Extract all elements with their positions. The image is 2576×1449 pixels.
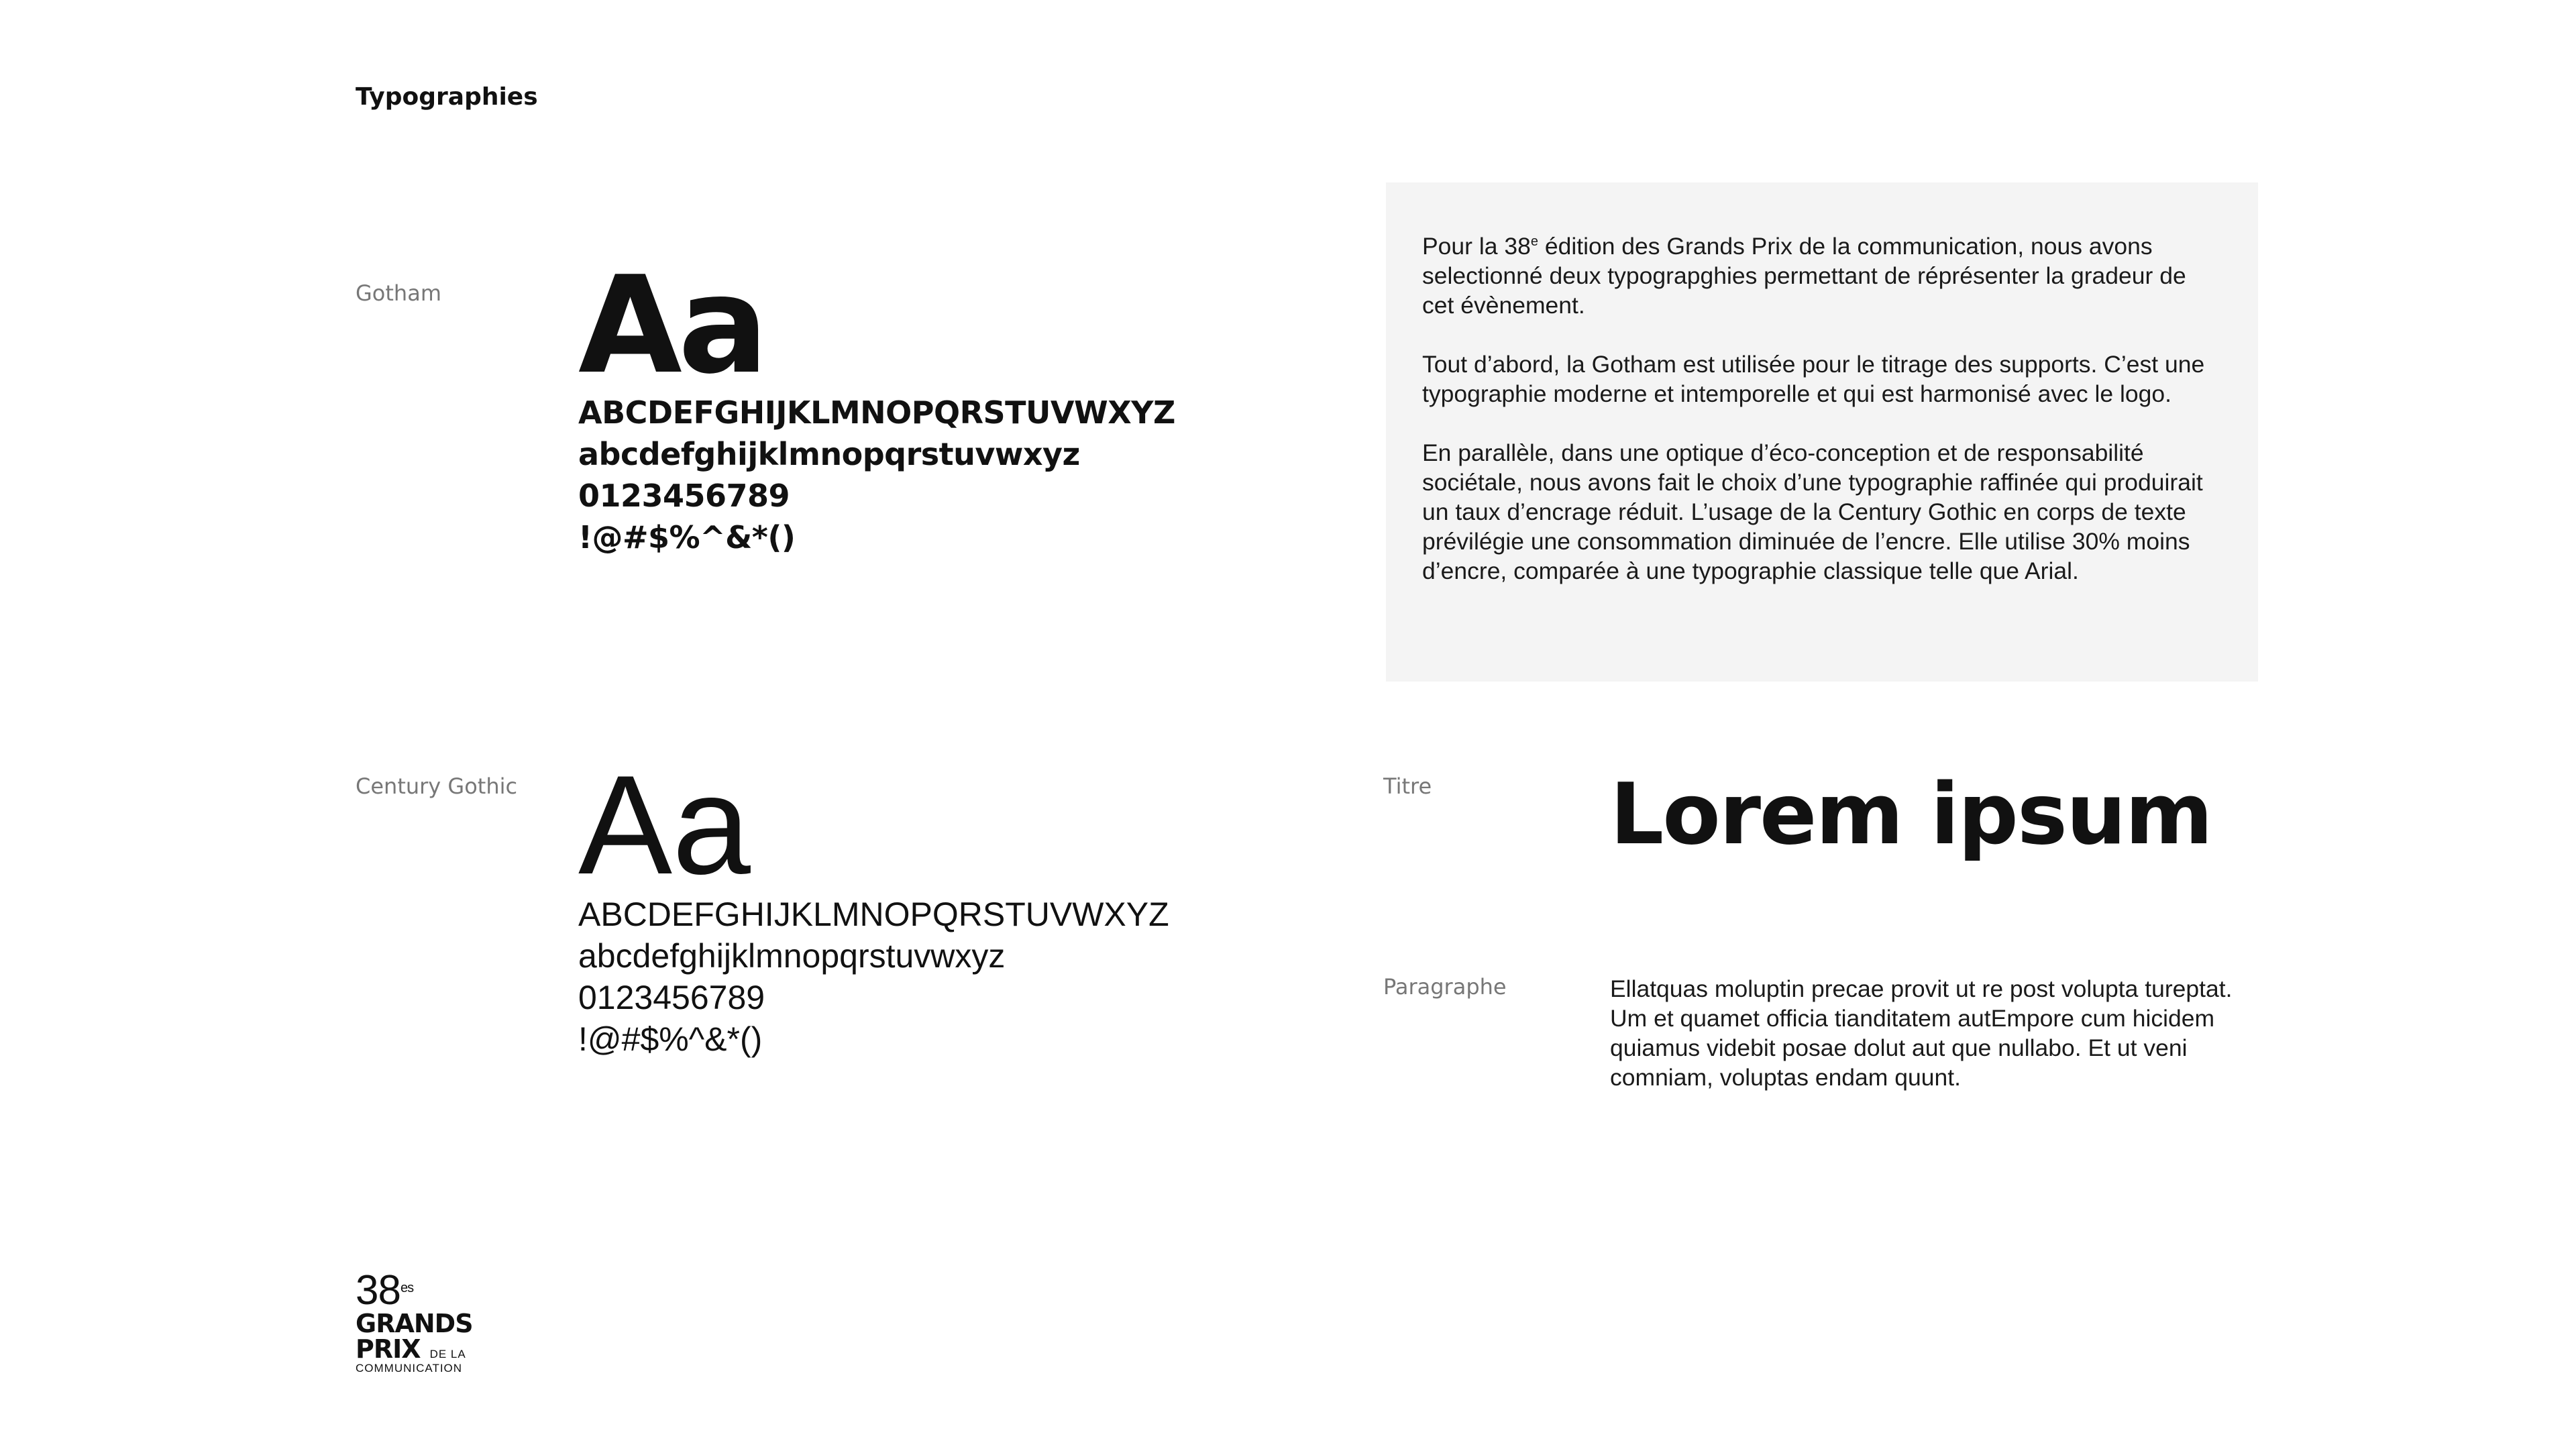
section-title: Typographies (356, 83, 538, 111)
logo-number: 38 (356, 1267, 400, 1313)
title-example-label: Titre (1383, 773, 1432, 799)
gotham-specimen (578, 248, 1175, 558)
logo-communication: COMMUNICATION (356, 1362, 463, 1375)
century-gothic-uppercase: ABCDEFGHIJKLMNOPQRSTUVWXYZ (578, 896, 1169, 933)
logo-edition-number (356, 1267, 473, 1313)
century-gothic-lowercase: abcdefghijklmnopqrstuvwxyz (578, 937, 1006, 975)
logo-grands: GRANDS (356, 1309, 473, 1338)
gotham-symbols: !@#$%^&*() (578, 519, 796, 555)
century-gothic-sample-aa: Aa (578, 746, 751, 904)
gotham-digits: 0123456789 (578, 478, 790, 514)
paragraph-example-text: Ellatquas moluptin precae provit ut re post volupta tureptat. Um et quamet officia tianditatem autEmpore cum hicidem quiamus videbit posae dolut aut que nullabo. Et ut veni comniam, voluptas endam quunt. (1610, 975, 2233, 1091)
description-paragraph-2: Tout d’abord, la Gotham est utilisée pour le titrage des supports. C’est une typographie moderne et intemporelle et qui est harmonisé avec le logo. (1422, 350, 2205, 407)
logo-prix: PRIX (356, 1334, 421, 1364)
century-gothic-specimen (578, 746, 1169, 1060)
description-paragraph-3: En parallèle, dans une optique d’éco-conception et de responsabilité sociétale, nous avons fait le choix d’une typographie raffinée qui produirait un taux d’encrage réduit. L’usage de la Century Gothic en corps de texte prévilégie une consommation diminuée de l’encre. Elle utilise 30% moins d’encre, comparée à une typographie classique telle que Arial. (1422, 439, 2203, 584)
gotham-lowercase: abcdefghijklmnopqrstuvwxyz (578, 436, 1080, 472)
title-example-text: Lorem ipsum (1610, 765, 2212, 863)
gotham-label: Gotham (356, 280, 441, 306)
gotham-uppercase: ABCDEFGHIJKLMNOPQRSTUVWXYZ (578, 394, 1175, 431)
gotham-sample-aa: Aa (578, 248, 765, 404)
description-paragraph-1 (1422, 227, 2222, 320)
description-p1-superscript: e (1530, 234, 1538, 249)
century-gothic-symbols: !@#$%^&*() (578, 1020, 763, 1058)
century-gothic-digits: 0123456789 (578, 979, 765, 1016)
century-gothic-label: Century Gothic (356, 773, 518, 799)
logo-de-la: DE LA (429, 1348, 466, 1360)
typography-description-box (1386, 182, 2258, 682)
paragraph-example-label: Paragraphe (1383, 974, 1507, 1000)
logo-number-sup: es (400, 1281, 414, 1295)
grands-prix-logo (356, 1267, 473, 1375)
logo-prix-row (356, 1336, 473, 1362)
description-p1-start: Pour la 38 (1422, 232, 1531, 260)
description-p1-end: édition des Grands Prix de la communication, nous avons selectionné deux typograpghies permettant de réprésenter la gradeur de cet évènement. (1422, 232, 2186, 319)
